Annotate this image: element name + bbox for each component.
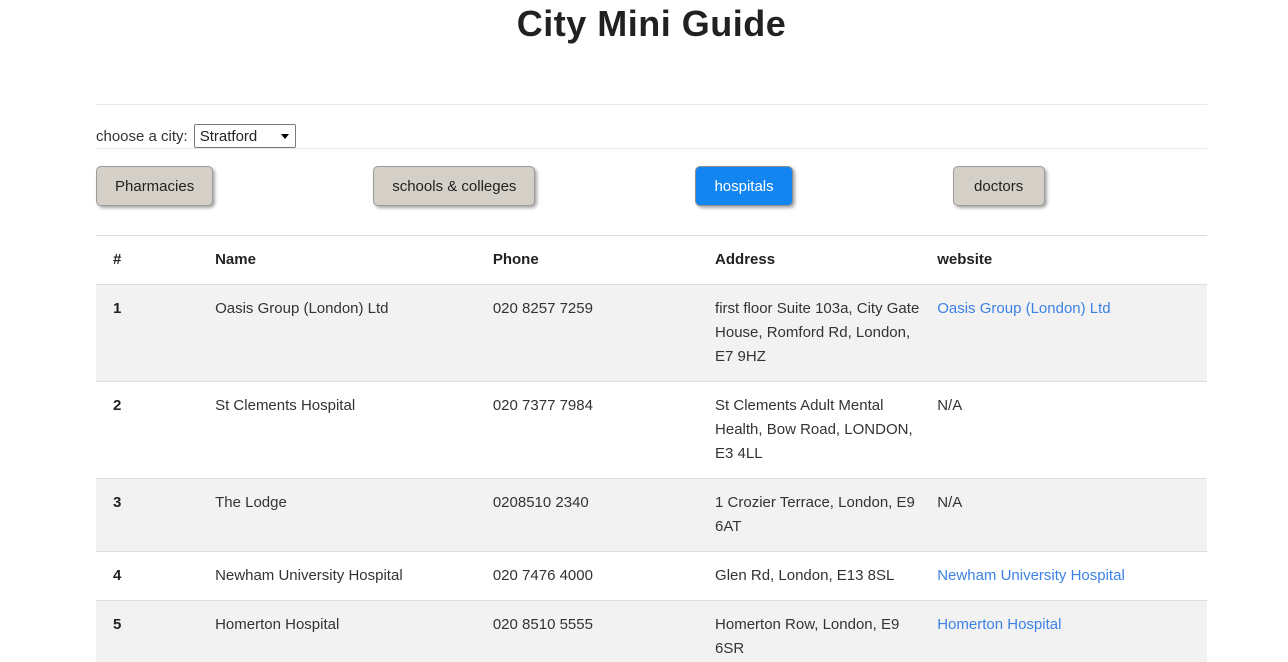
hospital-phone: 020 8510 5555 — [492, 616, 593, 633]
website-na: N/A — [937, 397, 963, 414]
city-selector-label: choose a city: — [96, 127, 188, 145]
category-buttons — [96, 166, 1207, 206]
pharmacies-button[interactable]: Pharmacies — [96, 166, 213, 206]
table-row — [96, 601, 1207, 662]
column-header-phone: Phone — [492, 251, 539, 268]
hospital-name: Oasis Group (London) Ltd — [215, 300, 389, 317]
hospital-phone: 020 8257 7259 — [492, 300, 593, 317]
website-cell — [929, 552, 1207, 601]
hospital-name: Homerton Hospital — [215, 616, 340, 633]
row-number: 3 — [113, 494, 122, 511]
hospital-phone: 0208510 2340 — [492, 494, 589, 511]
website-link[interactable]: Homerton Hospital — [937, 616, 1062, 633]
doctors-button[interactable]: doctors — [953, 166, 1045, 206]
hospital-name: St Clements Hospital — [215, 397, 356, 414]
row-number: 2 — [113, 397, 122, 414]
divider — [96, 148, 1207, 149]
hospitals-button[interactable]: hospitals — [695, 166, 792, 206]
column-header-address: Address — [715, 251, 776, 268]
hospital-address: St Clements Adult Mental Health, Bow Road, LONDON, E3 4LL — [715, 397, 913, 462]
website-na: N/A — [937, 494, 963, 511]
schools-colleges-button[interactable]: schools & colleges — [373, 166, 535, 206]
website-cell — [929, 382, 1207, 479]
website-cell — [929, 285, 1207, 382]
website-link[interactable]: Newham University Hospital — [937, 567, 1125, 584]
column-header-number: # — [113, 251, 122, 268]
website-link[interactable]: Oasis Group (London) Ltd — [937, 300, 1111, 317]
hospitals-table — [96, 235, 1207, 662]
hospital-phone: 020 7377 7984 — [492, 397, 593, 414]
column-header-website: website — [937, 251, 993, 268]
hospital-name: Newham University Hospital — [215, 567, 403, 584]
city-selector-row — [96, 124, 1207, 148]
hospital-address: Homerton Row, London, E9 6SR — [715, 616, 900, 657]
table-row — [96, 285, 1207, 382]
table-header-row — [96, 236, 1207, 285]
hospital-phone: 020 7476 4000 — [492, 567, 593, 584]
hospital-name: The Lodge — [215, 494, 287, 511]
page-title: City Mini Guide — [516, 3, 787, 44]
hospital-address: Glen Rd, London, E13 8SL — [715, 567, 895, 584]
table-row — [96, 479, 1207, 552]
table-row — [96, 552, 1207, 601]
row-number: 1 — [113, 300, 122, 317]
row-number: 4 — [113, 567, 122, 584]
website-cell — [929, 601, 1207, 662]
row-number: 5 — [113, 616, 122, 633]
hospital-address: first floor Suite 103a, City Gate House, Romford Rd, London, E7 9HZ — [715, 300, 920, 365]
hospital-address: 1 Crozier Terrace, London, E9 6AT — [715, 494, 915, 535]
main-container — [96, 0, 1207, 662]
divider — [96, 104, 1207, 105]
city-select[interactable] — [194, 124, 296, 148]
city-select-wrap — [194, 124, 296, 148]
website-cell — [929, 479, 1207, 552]
table-row — [96, 382, 1207, 479]
column-header-name: Name — [215, 251, 256, 268]
